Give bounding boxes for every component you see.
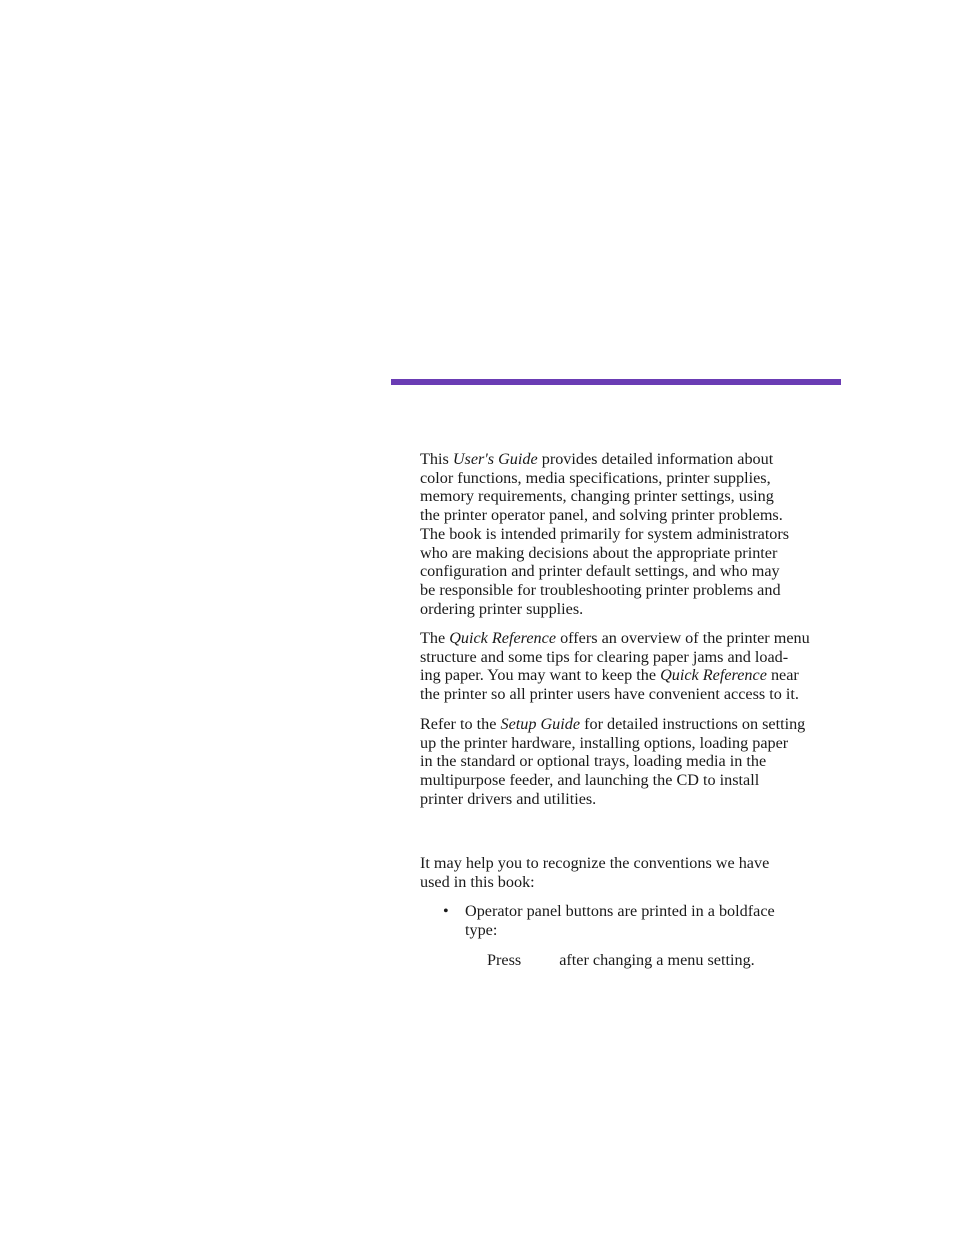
example-press-word: Press [487,951,522,969]
text-run: be responsible for troubleshooting printer problems and [420,580,781,599]
text-run: in the standard or optional trays, loading media in the [420,752,767,771]
text-line [420,771,845,790]
text-run: for detailed instructions on setting [580,715,806,733]
intro-paragraph [420,450,845,618]
quick-reference-paragraph [420,629,845,704]
text-line [420,648,845,667]
text-line [420,854,845,873]
text-line [420,469,845,488]
book-title: User's Guide [452,450,538,468]
text-line [420,734,845,753]
text-run: used in this book: [420,872,535,891]
text-run: the printer operator panel, and solving printer problems. [420,506,783,525]
bullet-dot: • [443,902,449,920]
chapter-header-rule [391,379,841,385]
text-run: the printer so all printer users have convenient access to it. [420,685,799,704]
example-line [487,951,847,970]
text-run: Refer to the [420,715,501,733]
text-line [420,581,845,600]
example-rest: after changing a menu setting. [559,951,755,969]
text-run: multipurpose feeder, and launching the CD to install [420,771,760,790]
text-line [420,715,845,734]
text-run: color functions, media specifications, printer supplies, [420,468,771,487]
text-line [420,450,845,469]
text-line [420,487,845,506]
text-run: structure and some tips for clearing paper jams and load- [420,647,789,666]
text-line [420,506,845,525]
text-run: memory requirements, changing printer settings, using [420,487,774,506]
bullet-line: type: [465,920,498,939]
text-run: provides detailed information about [537,450,774,468]
text-line [420,752,845,771]
text-run: who are making decisions about the appropriate printer [420,543,778,562]
text-run: The book is intended primarily for system administrators [420,524,790,543]
text-line [420,666,845,685]
text-run: ordering printer supplies. [420,599,584,618]
text-line [420,562,845,581]
text-line [420,525,845,544]
text-run: up the printer hardware, installing options, loading paper [420,733,789,752]
book-title: Quick Reference [660,666,767,685]
book-title: Quick Reference [449,629,557,647]
text-run: configuration and printer default settings, and who may [420,562,780,581]
text-run: The [420,629,450,647]
bullet-text [465,902,840,939]
text-line [420,873,845,892]
text-line [420,544,845,563]
book-title: Setup Guide [500,715,581,733]
text-line [420,685,845,704]
text-run: near [766,666,799,685]
text-line [420,600,845,619]
bullet-line: Operator panel buttons are printed in a boldface [465,902,775,920]
text-run: This [420,450,453,468]
setup-guide-paragraph [420,715,845,809]
text-run: ing paper. You may want to keep the [420,666,661,685]
text-line [420,629,845,648]
conventions-paragraph [420,854,845,891]
text-run: printer drivers and utilities. [420,789,597,808]
text-run: offers an overview of the printer menu [556,629,810,647]
text-run: It may help you to recognize the conventions we have [420,854,770,872]
text-line [420,790,845,809]
